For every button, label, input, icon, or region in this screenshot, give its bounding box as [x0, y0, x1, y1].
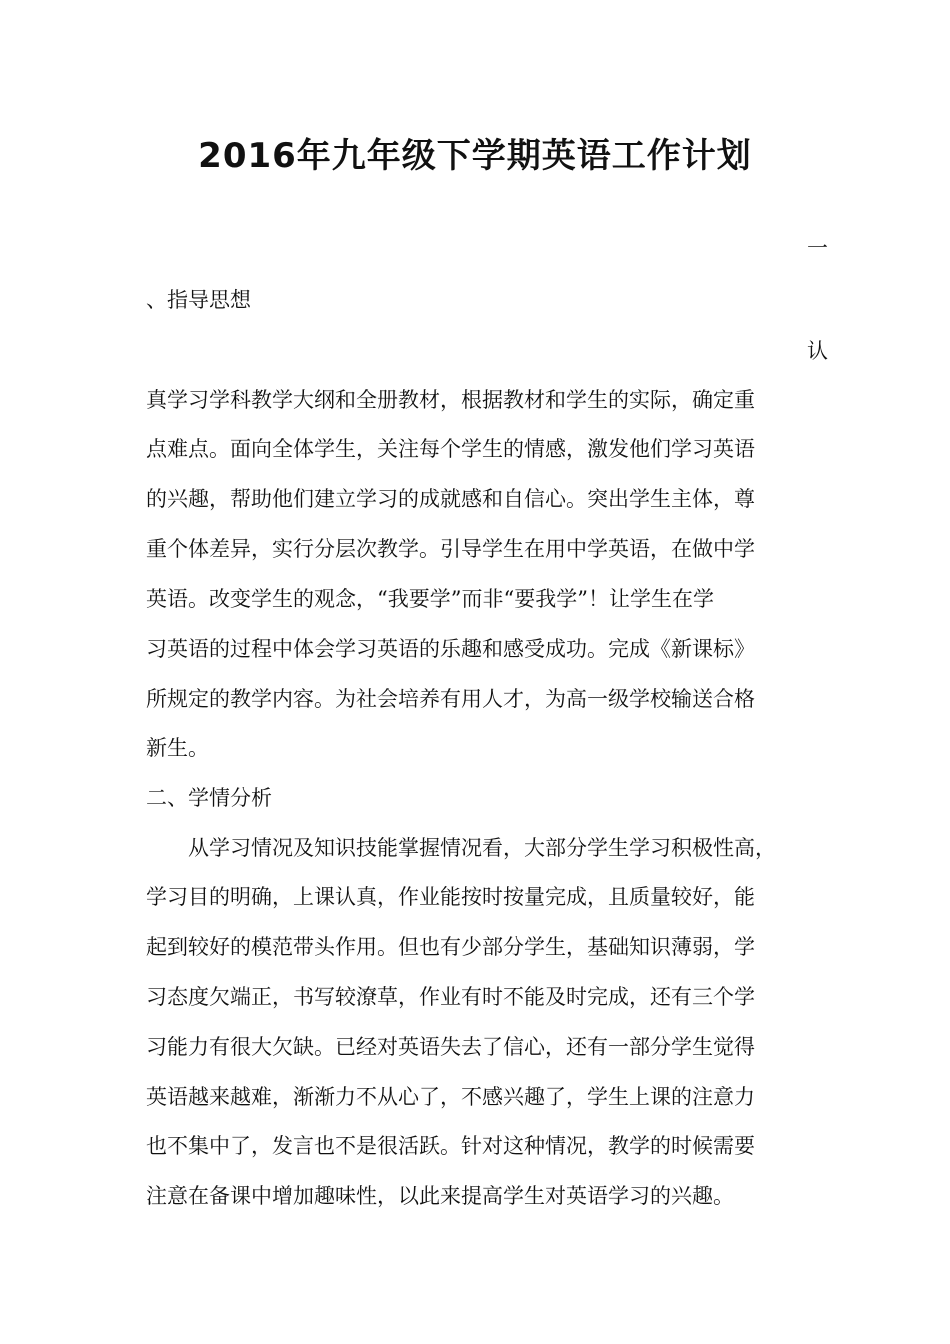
section2-para-line: 习能力有很大欠缺。已经对英语失去了信心，还有一部分学生觉得 — [146, 1035, 755, 1059]
section1-para-line: 英语。改变学生的观念，“我要学”而非“要我学”！让学生在学 — [146, 587, 714, 611]
section2-para-line: 起到较好的模范带头作用。但也有少部分学生，基础知识薄弱，学 — [146, 935, 755, 959]
section1-heading-char: 一 — [807, 236, 828, 260]
section2-para-line: 注意在备课中增加趣味性，以此来提高学生对英语学习的兴趣。 — [146, 1184, 734, 1208]
section1-para-line: 的兴趣，帮助他们建立学习的成就感和自信心。突出学生主体，尊 — [146, 487, 755, 511]
section2-para-line: 英语越来越难，渐渐力不从心了，不感兴趣了，学生上课的注意力 — [146, 1085, 755, 1109]
section2-para-line: 从学习情况及知识技能掌握情况看，大部分学生学习积极性高， — [188, 836, 776, 860]
section1-para-line: 点难点。面向全体学生，关注每个学生的情感，激发他们学习英语 — [146, 437, 755, 461]
section2-para-line: 学习目的明确，上课认真，作业能按时按量完成，且质量较好，能 — [146, 885, 755, 909]
document-title: 2016年九年级下学期英语工作计划 — [198, 136, 752, 176]
section1-para-line: 习英语的过程中体会学习英语的乐趣和感受成功。完成《新课标》 — [146, 637, 755, 661]
section1-para-line: 新生。 — [146, 736, 209, 760]
section1-para-first-char: 认 — [807, 339, 828, 363]
section1-para-line: 所规定的教学内容。为社会培养有用人才，为高一级学校输送合格 — [146, 687, 755, 711]
section2-para-line: 习态度欠端正，书写较潦草，作业有时不能及时完成，还有三个学 — [146, 985, 755, 1009]
section1-para-line: 重个体差异，实行分层次教学。引导学生在用中学英语，在做中学 — [146, 537, 755, 561]
section1-para-line: 真学习学科教学大纲和全册教材，根据教材和学生的实际，确定重 — [146, 388, 755, 412]
section1-heading: 、指导思想 — [146, 288, 251, 312]
section2-para-line: 也不集中了，发言也不是很活跃。针对这种情况，教学的时候需要 — [146, 1134, 755, 1158]
section2-heading: 二、学情分析 — [146, 786, 272, 810]
